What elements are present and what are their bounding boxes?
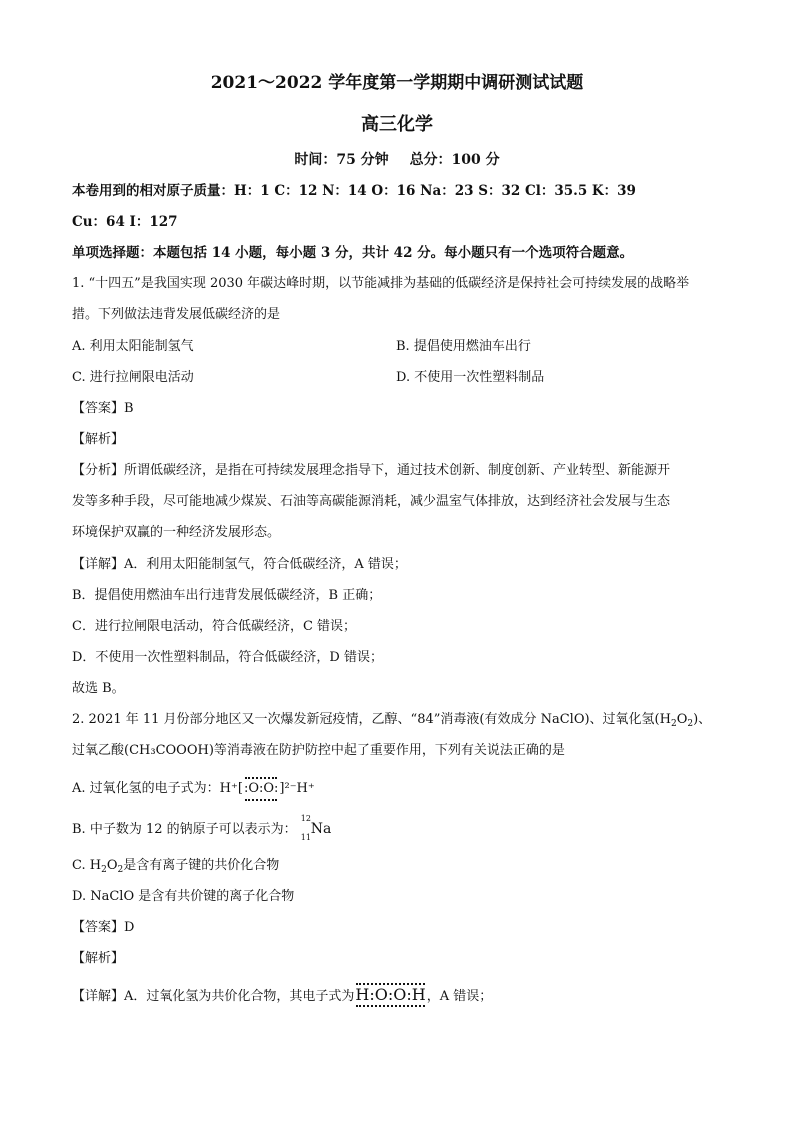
q2-stem-line-1 — [72, 711, 711, 733]
q2-option-c — [72, 857, 279, 879]
detail-label: 【详解】 — [72, 989, 125, 1004]
detail-label: 【详解】 — [72, 557, 125, 572]
peroxide-covalent-formula: H:O:O:H — [355, 985, 426, 1004]
q1-detail-c: C．进行拉闸限电活动，符合低碳经济，C 错误； — [72, 619, 357, 634]
subscript: 2 — [117, 865, 124, 875]
sodium-nuclide — [300, 814, 332, 842]
q2-stem-line-2: 过氧乙酸(CH₃COOOH)等消毒液在防护防控中起了重要作用，下列有关说法正确的是 — [72, 743, 565, 758]
q2-stem-text-b: O — [676, 712, 688, 727]
q2-option-c-tail: 是含有离子键的共价化合物 — [123, 858, 280, 873]
q2-option-b — [72, 814, 332, 842]
q2-answer — [72, 919, 134, 937]
answer-value: B — [124, 401, 134, 416]
answer-label: 【答案】 — [72, 401, 125, 416]
atomic-number: 11 — [300, 833, 311, 842]
q2-analysis-label: 【解析】 — [72, 951, 125, 966]
atomic-mass-line-1: 本卷用到的相对原子质量：H：1 C：12 N：14 O：16 Na：23 S：32 Cl：35.5 K：39 — [72, 183, 636, 199]
q1-options-row-2 — [72, 369, 712, 387]
q1-answer — [72, 400, 134, 418]
q1-stem-line-2: 措。下列做法违背发展低碳经济的是 — [72, 307, 281, 322]
q1-conclusion: 故选 B。 — [72, 681, 125, 696]
exam-time: 时间：75 分钟 — [294, 152, 389, 168]
atomic-mass-line-2: Cu：64 I：127 — [72, 214, 178, 230]
q1-option-c: C. 进行拉闸限电活动 — [72, 370, 194, 385]
q2-option-c-post: O — [106, 858, 118, 873]
q2-stem-text-c: )、 — [693, 712, 712, 727]
subscript: 2 — [101, 865, 107, 875]
detail-text: A．过氧化氢为共价化合物，其电子式为 — [124, 989, 355, 1004]
section-heading: 单项选择题：本题包括 14 小题，每小题 3 分，共计 42 分。每小题只有一个选项符合题意。 — [72, 245, 634, 261]
q2-option-d: D. NaClO 是含有共价键的离子化合物 — [72, 889, 295, 904]
page-title: 2021～2022 学年度第一学期期中调研测试试题 — [210, 73, 584, 93]
q2-option-b-text: B. 中子数为 12 的钠原子可以表示为： — [72, 822, 297, 837]
q2-option-a — [72, 780, 315, 798]
subscript: 2 — [687, 719, 694, 729]
q1-options-row-1 — [72, 338, 712, 356]
mass-number: 12 — [300, 814, 311, 823]
q1-detail-d: D．不使用一次性塑料制品，符合低碳经济，D 错误； — [72, 650, 383, 665]
q1-option-d: D. 不使用一次性塑料制品 — [396, 370, 545, 385]
q1-detail-b: B．提倡使用燃油车出行违背发展低碳经济，B 正确； — [72, 588, 382, 603]
fenxi-text: 所谓低碳经济，是指在可持续发展理念指导下，通过技术创新、制度创新、产业转型、新能源开 — [124, 463, 671, 478]
exam-info — [0, 151, 794, 169]
q1-option-b: B. 提倡使用燃油车出行 — [396, 339, 531, 354]
q1-analysis-label: 【解析】 — [72, 432, 125, 447]
subject-title: 高三化学 — [361, 114, 433, 135]
subscript: 2 — [670, 719, 677, 729]
q2-stem-text-a: 2. 2021 年 11 月份部分地区又一次爆发新冠疫情，乙醇、“84”消毒液(有效成分 NaClO)、过氧化氢(H — [72, 712, 671, 727]
q2-option-a-tail: ]²⁻H⁺ — [279, 781, 315, 796]
element-symbol: Na — [310, 821, 332, 837]
detail-text: A．利用太阳能制氢气，符合低碳经济，A 错误； — [124, 557, 407, 572]
q1-fenxi-line-3: 环境保护双赢的一种经济发展形态。 — [72, 525, 281, 540]
q1-detail-a — [72, 556, 407, 574]
q1-fenxi-line-1 — [72, 462, 670, 480]
q1-stem-line-1: 1. “十四五”是我国实现 2030 年碳达峰时期，以节能减排为基础的低碳经济是保持社会可持续发展的战略举 — [72, 276, 690, 291]
peroxide-electron-formula: :O:O: — [243, 781, 279, 796]
q1-fenxi-line-2: 发等多种手段，尽可能地减少煤炭、石油等高碳能源消耗，减少温室气体排放，达到经济社会发展与生态 — [72, 494, 671, 509]
q2-option-c-pre: C. H — [72, 858, 102, 873]
detail-text-tail: ，A 错误； — [426, 989, 493, 1004]
exam-score: 总分：100 分 — [409, 152, 500, 168]
q2-option-a-text: A. 过氧化氢的电子式为：H⁺[ — [72, 781, 243, 796]
fenxi-label: 【分析】 — [72, 463, 125, 478]
q2-detail-a — [72, 986, 492, 1006]
answer-value: D — [124, 920, 135, 935]
answer-label: 【答案】 — [72, 920, 125, 935]
q1-option-a: A. 利用太阳能制氢气 — [72, 339, 194, 354]
